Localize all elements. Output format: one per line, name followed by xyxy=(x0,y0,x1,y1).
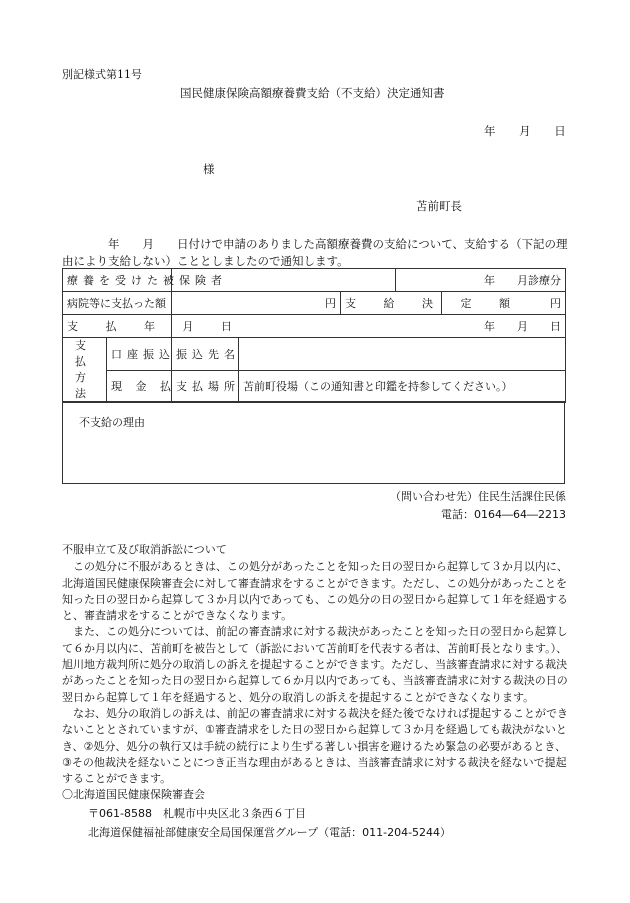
transfer-dest-value xyxy=(239,338,566,371)
cash-label: 現 金 払 xyxy=(107,370,172,403)
contact-phone: 電話：0164―64―2213 xyxy=(441,508,566,521)
month-label: 年 月診療分 xyxy=(396,269,566,292)
patient-label: 療養を受けた被保険者 xyxy=(63,269,172,292)
contact-info: （問い合わせ先）住民生活課住民係 xyxy=(390,490,566,503)
review-board-dept: 北海道保健福祉部健康安全局国保運営グループ（電話：011-204-5244） xyxy=(88,825,452,839)
payment-method-label: 支払方法 xyxy=(63,338,107,403)
transfer-dest-label: 振込先名 xyxy=(172,338,239,371)
table-row-paid xyxy=(63,292,566,315)
notes-paragraph: また、この処分については、前記の審査請求に対する裁決があったことを知った日の翌日から起算して６か月以内に、苫前町を被告として（訴訟において苫前町を代表する者は、苫前町長となります。）、旭川地方裁判所に処分の取消しの訴えを提起することができます。ただし、当該審査請求に対する裁決があったことを知った日の翌日から起算して６か月以内であっても、当該審査請求に対する裁決の日の翌日から起算して１年を経過すると、処分の取消しの訴えを提起することができなくなります。 xyxy=(62,625,568,704)
table-row-cash xyxy=(63,370,566,403)
notes-heading: 不服申立て及び取消訴訟について xyxy=(62,543,227,556)
payment-date-label: 支 払 年 月 日 xyxy=(63,315,172,338)
pay-place-label: 支払場所 xyxy=(172,370,239,403)
table-row-patient xyxy=(63,269,566,292)
decision-table xyxy=(62,268,566,403)
review-board-name: 〇北海道国民健康保険審査会 xyxy=(62,788,205,802)
intro-text: 年 月 日付けで申請のありました高額療養費の支給について、支給する（下記の理由により支給しない）こととしましたので通知します。 xyxy=(62,237,568,268)
decided-yen: 円 xyxy=(442,292,566,315)
decided-amount-label: 支 給 決 定 額 xyxy=(341,292,442,315)
addressee-suffix: 様 xyxy=(203,162,215,176)
table-row-payment-date xyxy=(63,315,566,338)
appeal-notes xyxy=(62,542,570,842)
review-board-address: 〒061-8588 札幌市中央区北３条西６丁目 xyxy=(88,806,306,820)
document-title: 国民健康保険高額療養費支給（不支給）決定通知書 xyxy=(180,86,445,100)
form-number: 別記様式第11号 xyxy=(62,68,142,81)
payment-date-value: 年 月 日 xyxy=(172,315,566,338)
issuer: 苫前町長 xyxy=(416,199,462,213)
notes-paragraph: なお、処分の取消しの訴えは、前記の審査請求に対する裁決を経た後でなければ提起することができないこととされていますが、①審査請求をした日の翌日から起算して３か月を経過しても裁決がないとき、②処分、処分の執行又は手続の続行により生ずる著しい損害を避けるため緊急の必要があるとき、③その他裁決を経ないことにつき正当な理由があるときは、当該審査請求に対する裁決を経ないで提起することができます。 xyxy=(62,706,568,786)
transfer-label: 口座振込 xyxy=(107,338,172,371)
table-row-transfer xyxy=(63,338,566,371)
paid-yen: 円 xyxy=(172,292,341,315)
issue-date: 年 月 日 xyxy=(484,124,566,138)
non-payment-reason-label: 不支給の理由 xyxy=(79,416,145,429)
notes-paragraph: この処分に不服があるときは、この処分があったことを知った日の翌日から起算して３か月以内に、北海道国民健康保険審査会に対して審査請求をすることができます。ただし、この処分があったことを知った日の翌日から起算して３か月以内であっても、この処分の日の翌日から起算して１年を経過すると、審査請求をすることができなくなります。 xyxy=(62,560,568,623)
paid-to-hospital-label: 病院等に支払った額 xyxy=(63,292,172,315)
pay-place-value: 苫前町役場（この通知書と印鑑を持参してください。） xyxy=(239,370,566,403)
non-payment-reason-box xyxy=(62,401,565,484)
